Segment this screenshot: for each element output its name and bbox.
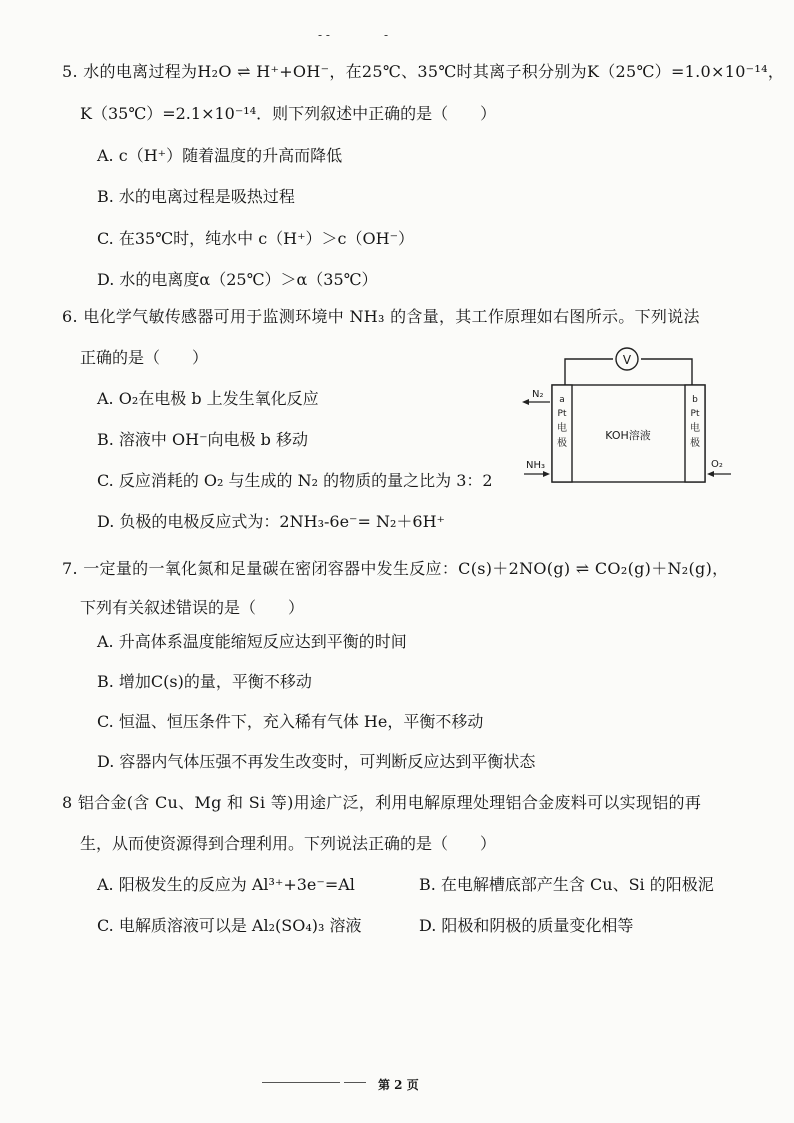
- solution-label: KOH溶液: [605, 429, 651, 442]
- q7-stem-line1: 7. 一定量的一氧化氮和足量碳在密闭容器中发生反应：C(s)＋2NO(g) ⇌ CO₂(g)＋N₂(g)，: [62, 559, 729, 578]
- nh3-label: NH₃: [526, 460, 546, 471]
- electrode-a-label-dian: 电: [557, 423, 567, 434]
- electrode-b-label-pt: Pt: [690, 409, 700, 419]
- q7-option-b: B. 增加C(s)的量，平衡不移动: [97, 672, 312, 691]
- q8-stem-line2: 生，从而使资源得到合理利用。下列说法正确的是（ ）: [80, 834, 497, 853]
- footer-rule-left: [262, 1082, 340, 1083]
- q7-option-a: A. 升高体系温度能缩短反应达到平衡的时间: [97, 632, 407, 651]
- footer-rule-right: [344, 1082, 366, 1083]
- q8-option-a: A. 阳极发生的反应为 Al³⁺+3e⁻=Al: [97, 875, 355, 894]
- electrode-a-label-name: a: [559, 395, 565, 405]
- electrode-a-label-pt: Pt: [557, 409, 567, 419]
- n2-arrow-head: [522, 399, 529, 405]
- o2-arrow-head: [707, 471, 714, 477]
- wire-left: [565, 359, 613, 385]
- q6-option-a: A. O₂在电极 b 上发生氧化反应: [97, 389, 319, 408]
- wire-right: [641, 359, 692, 385]
- voltmeter-label: V: [622, 353, 632, 367]
- q6-option-c: C. 反应消耗的 O₂ 与生成的 N₂ 的物质的量之比为 3：2: [97, 471, 493, 490]
- electrode-b-label-name: b: [692, 395, 698, 405]
- q6-stem-line1: 6. 电化学气敏传感器可用于监测环境中 NH₃ 的含量，其工作原理如右图所示。下列说法: [62, 307, 700, 326]
- page-number: 第 2 页: [378, 1078, 419, 1092]
- q5-stem-line2: K（35℃）=2.1×10⁻¹⁴．则下列叙述中正确的是（ ）: [80, 104, 497, 123]
- electrode-b-label-dian: 电: [690, 423, 700, 434]
- q7-option-d: D. 容器内气体压强不再发生改变时，可判断反应达到平衡状态: [97, 752, 536, 771]
- q8-stem-line1: 8 铝合金(含 Cu、Mg 和 Si 等)用途广泛，利用电解原理处理铝合金废料可以实现铝的再: [62, 793, 702, 812]
- q5-option-d: D. 水的电离度α（25℃）＞α（35℃）: [97, 270, 378, 289]
- q5-option-c: C. 在35℃时，纯水中 c（H⁺）＞c（OH⁻）: [97, 229, 415, 248]
- electrochemical-sensor-diagram: [520, 345, 735, 495]
- electrode-a-label-ji: 极: [557, 438, 567, 449]
- q7-option-c: C. 恒温、恒压条件下，充入稀有气体 He，平衡不移动: [97, 712, 484, 731]
- q6-option-b: B. 溶液中 OH⁻向电极 b 移动: [97, 430, 308, 449]
- q5-option-b: B. 水的电离过程是吸热过程: [97, 187, 295, 206]
- q8-option-c: C. 电解质溶液可以是 Al₂(SO₄)₃ 溶液: [97, 916, 362, 935]
- n2-label: N₂: [532, 389, 544, 400]
- q6-stem-line2: 正确的是（ ）: [80, 348, 209, 367]
- electrode-b-label-ji: 极: [690, 438, 700, 449]
- nh3-arrow-head: [543, 471, 550, 477]
- q5-option-a: A. c（H⁺）随着温度的升高而降低: [97, 146, 343, 165]
- q5-stem-line1: 5. 水的电离过程为H₂O ⇌ H⁺+OH⁻，在25℃、35℃时其离子积分别为K（25℃）=1.0×10⁻¹⁴，: [62, 62, 785, 81]
- top-mark-right: -: [384, 28, 389, 42]
- top-mark-left: - -: [318, 28, 330, 42]
- o2-label: O₂: [711, 459, 723, 470]
- q8-option-d: D. 阳极和阴极的质量变化相等: [419, 916, 634, 935]
- q6-option-d: D. 负极的电极反应式为：2NH₃-6e⁻= N₂＋6H⁺: [97, 512, 445, 531]
- q8-option-b: B. 在电解槽底部产生含 Cu、Si 的阳极泥: [419, 875, 714, 894]
- q7-stem-line2: 下列有关叙述错误的是（ ）: [80, 598, 305, 617]
